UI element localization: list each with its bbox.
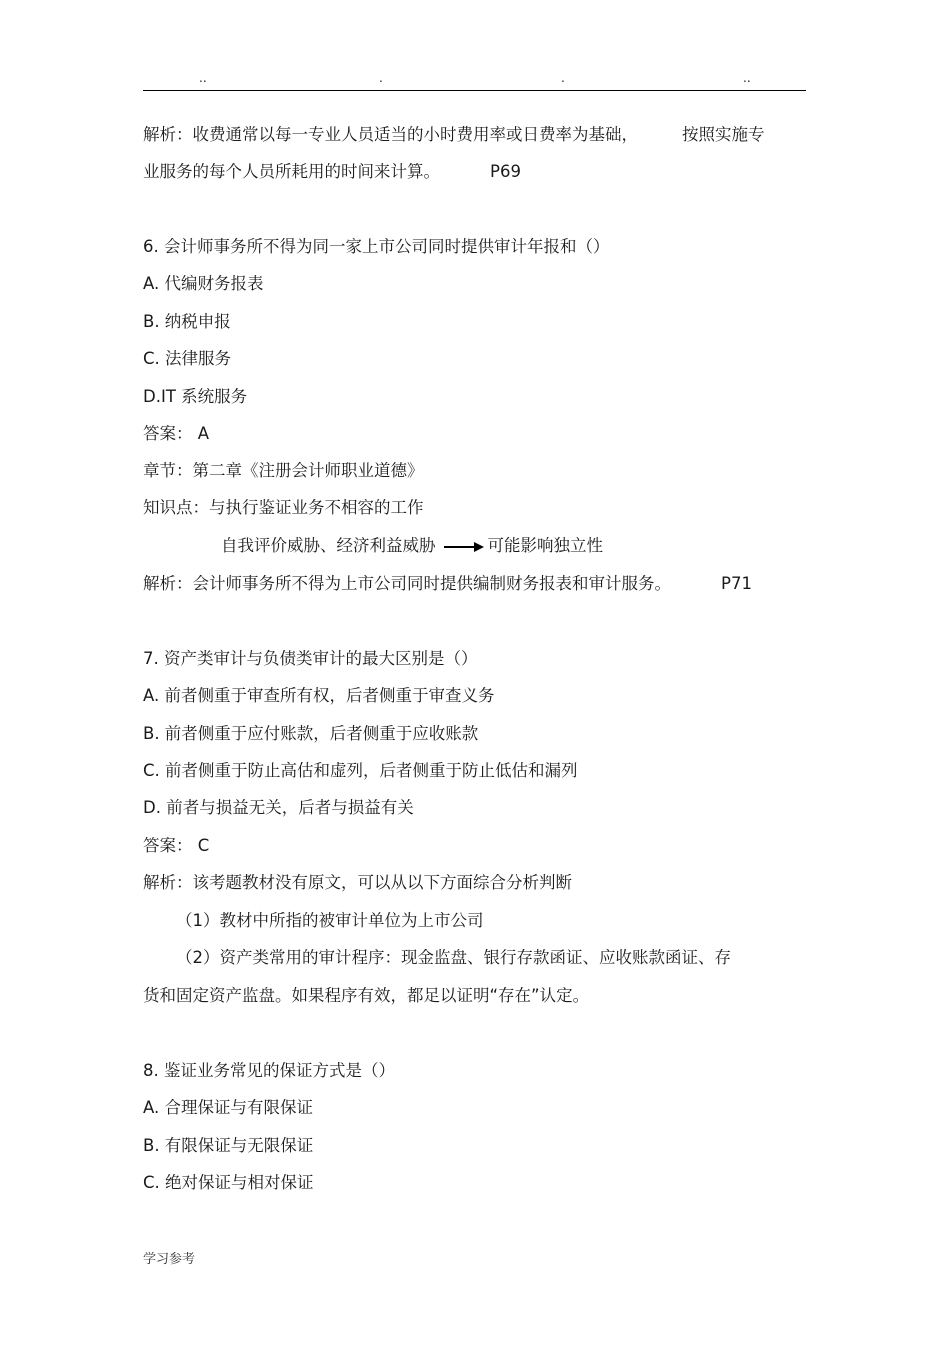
option-a: A. 前者侧重于审查所有权，后者侧重于审查义务	[143, 686, 495, 705]
question-8: 8. 鉴证业务常见的保证方式是（）	[143, 1061, 395, 1080]
option-d: D.IT 系统服务	[143, 387, 248, 406]
analysis-text: 解析：收费通常以每一专业人员适当的小时费用率或日费率为基础，	[143, 125, 638, 144]
page-reference: P69	[490, 162, 521, 181]
chapter: 章节：第二章《注册会计师职业道德》	[143, 461, 424, 480]
header-dot: ..	[743, 71, 751, 85]
knowledge-point: 知识点：与执行鉴证业务不相容的工作	[143, 498, 424, 517]
threat-text: 自我评价威胁、经济利益威胁	[221, 536, 436, 555]
option-b: B. 前者侧重于应付账款，后者侧重于应收账款	[143, 724, 479, 743]
answer: 答案： A	[143, 424, 210, 443]
option-c: C. 绝对保证与相对保证	[143, 1173, 314, 1192]
option-b: B. 纳税申报	[143, 312, 231, 331]
analysis-point: 货和固定资产监盘。如果程序有效，都足以证明“存在”认定。	[143, 986, 590, 1005]
analysis-text: 按照实施专	[682, 125, 765, 144]
analysis-text: 业服务的每个人员所耗用的时间来计算。	[143, 162, 440, 181]
question-6: 6. 会计师事务所不得为同一家上市公司同时提供审计年报和（）	[143, 237, 610, 256]
analysis-line: 解析：该考题教材没有原文，可以从以下方面综合分析判断	[143, 873, 572, 892]
option-a: A. 代编财务报表	[143, 274, 264, 293]
threat-line	[221, 535, 603, 557]
arrow-right-icon	[444, 542, 484, 552]
option-b: B. 有限保证与无限保证	[143, 1136, 314, 1155]
analysis-line	[143, 161, 521, 183]
analysis-text: 解析：会计师事务所不得为上市公司同时提供编制财务报表和审计服务。	[143, 574, 671, 593]
option-a: A. 合理保证与有限保证	[143, 1098, 313, 1117]
page-reference: P71	[721, 574, 752, 593]
analysis-line	[143, 573, 752, 595]
option-c: C. 前者侧重于防止高估和虚列，后者侧重于防止低估和漏列	[143, 761, 578, 780]
page-header	[143, 72, 806, 90]
answer: 答案： C	[143, 836, 210, 855]
analysis-point: （1）教材中所指的被审计单位为上市公司	[176, 911, 484, 930]
question-7: 7. 资产类审计与负债类审计的最大区别是（）	[143, 649, 478, 668]
analysis-line	[143, 124, 765, 146]
page-footer: 学习参考	[143, 1252, 196, 1267]
header-dot: ..	[199, 71, 207, 85]
effect-text: 可能影响独立性	[487, 536, 603, 555]
header-rule	[143, 90, 806, 91]
option-d: D. 前者与损益无关，后者与损益有关	[143, 798, 414, 817]
analysis-point: （2）资产类常用的审计程序：现金监盘、银行存款函证、应收账款函证、存	[176, 948, 731, 967]
option-c: C. 法律服务	[143, 349, 232, 368]
header-dot: .	[379, 71, 383, 85]
header-dot: .	[561, 71, 565, 85]
